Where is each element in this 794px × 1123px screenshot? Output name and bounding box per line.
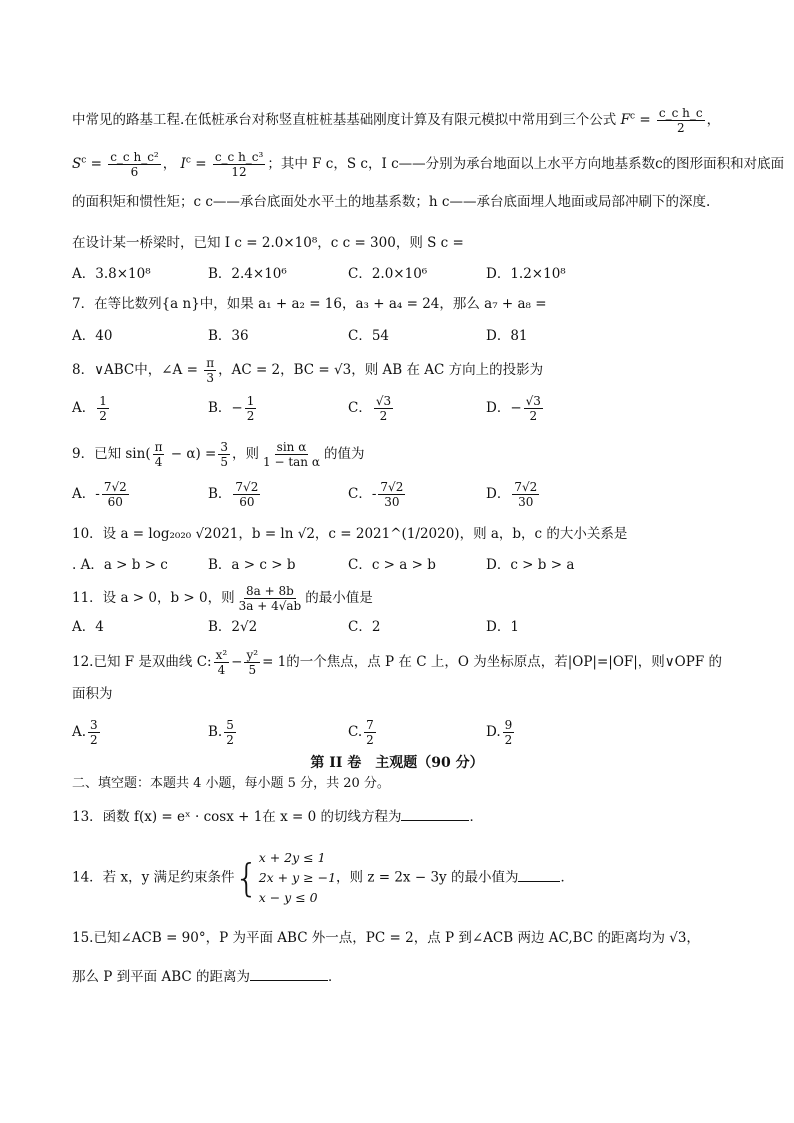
q10-option-c: C．c > a > b xyxy=(348,557,436,573)
intro-line-1: 中常见的路基工程.在低桩承台对称竖直桩桩基基础刚度计算及有限元模拟中常用到三个公式 $F^c$ = $\frac{\text{c\_c h\_c}}{2}$ ， xyxy=(72,106,721,135)
q11-option-c: C．2 xyxy=(348,619,381,635)
q7-option-d: D．81 xyxy=(486,328,528,344)
q9-option-a: A．- $\frac{7√2}{60}$ xyxy=(72,480,127,509)
intro-line-3: 的面积矩和惯性矩；c c——承台底面处水平土的地基系数；h c——承台底面埋人地面或局部冲刷下的深度. xyxy=(72,194,711,210)
q14-stem: 14．若 x，y 满足约束条件{ x + 2y ≤ 1 2x + y ≥ −1 x − y ≤ 0 ，则 z = 2x − 3y 的最小值为 ． xyxy=(72,848,574,908)
q15-line-1: 15.已知∠ACB = 90°，P 为平面 ABC 外一点，PC = 2，点 P 到∠ACB 两边 AC,BC 的距离均为 √3， xyxy=(72,930,700,946)
q10-option-d: D．c > b > a xyxy=(486,557,575,573)
q10-stem: 10．设 a = log₂₀₂₀ √2021，b = ln √2，c = 2021^(1/2020)，则 a，b，c 的大小关系是 xyxy=(72,526,628,542)
q7-option-c: C．54 xyxy=(348,328,390,344)
formula-f-symbol: F xyxy=(620,112,630,128)
q9-option-b: B． $\frac{7√2}{60}$ xyxy=(208,480,259,509)
formula-eq: = xyxy=(639,112,651,128)
q13-answer-blank[interactable] xyxy=(401,806,469,821)
q8-stem: 8．∨ABC中，∠A = $\frac{\pi}{3}$ ，AC = 2，BC = √3，则 AB 在 AC 方向上的投影为 xyxy=(72,356,544,385)
q12-option-a: A. $\frac{3}{2}$ xyxy=(72,718,98,747)
q10-option-a: . A．a > b > c xyxy=(72,557,168,573)
q11-option-d: D．1 xyxy=(486,619,519,635)
formula-i-fraction: $\frac{\text{c\_c h\_c³}}{12}$ xyxy=(214,150,264,179)
intro-line-4: 在设计某一桥梁时，已知 I c = 2.0×10⁸，c c = 300，则 S c = xyxy=(72,235,464,251)
q10-option-b: B．a > c > b xyxy=(208,557,296,573)
q7-option-b: B．36 xyxy=(208,328,249,344)
q9-option-d: D． $\frac{7√2}{30}$ xyxy=(486,480,538,509)
q6-option-c: C．2.0×10⁶ xyxy=(348,266,428,282)
q8-option-a: A． $\frac{1}{2}$ xyxy=(72,394,107,423)
q9-option-c: C．- $\frac{7√2}{30}$ xyxy=(348,480,404,509)
q15-answer-blank[interactable] xyxy=(250,966,328,981)
intro-line-2: $S^c$ = $\frac{\text{c\_c h\_c²}}{6}$ ， $I^c$ = $\frac{\text{c\_c h\_c³}}{12}$ ；其中 F c，S c，I c——分别为承台地面以上水平方向地基系数c的图形面积和对底面 xyxy=(72,150,785,179)
formula-i-symbol: I xyxy=(180,156,186,172)
q11-stem: 11．设 a > 0，b > 0，则 $\frac{8a + 8b}{3a + 4√ab}$ 的最小值是 xyxy=(72,584,373,613)
formula-f-sup: c xyxy=(629,111,636,122)
intro-text-1: 中常见的路基工程.在低桩承台对称竖直桩桩基基础刚度计算及有限元模拟中常用到三个公式 xyxy=(72,112,617,128)
q11-option-b: B．2√2 xyxy=(208,619,258,635)
formula-s-symbol: S xyxy=(72,156,82,172)
q8-option-c: C． $\frac{√3}{2}$ xyxy=(348,394,392,423)
q8-option-d: D．− $\frac{√3}{2}$ xyxy=(486,394,541,423)
q6-option-d: D．1.2×10⁸ xyxy=(486,266,566,282)
q12-option-b: B. $\frac{5}{2}$ xyxy=(208,718,234,747)
formula-f-fraction: $\frac{\text{c\_c h\_c}}{2}$ xyxy=(658,106,703,135)
q9-stem: 9．已知 sin( $\frac{\pi}{4}$ − α) = $\frac{3}{5}$ ，则 $\frac{\text{sin α}}{\text{1 − tan α}}$ 的值为 xyxy=(72,440,365,469)
intro-text-2: ；其中 F c，S c，I c——分别为承台地面以上水平方向地基系数c的图形面积和对底面 xyxy=(267,156,785,172)
q13-stem: 13．函数 f(x) = eˣ · cosx + 1在 x = 0 的切线方程为 ． xyxy=(72,806,483,827)
q8-angle-fraction: $\frac{\pi}{3}$ xyxy=(206,356,215,385)
q6-option-a: A．3.8×10⁸ xyxy=(72,266,151,282)
q7-option-a: A．40 xyxy=(72,328,113,344)
q14-answer-blank[interactable] xyxy=(518,867,560,882)
q7-stem: 7．在等比数列{a n}中，如果 a₁ + a₂ = 16，a₃ + a₄ = 24，那么 a₇ + a₈ = xyxy=(72,296,547,312)
constraint-system: x + 2y ≤ 1 2x + y ≥ −1 x − y ≤ 0 xyxy=(258,850,337,905)
q15-line-2: 那么 P 到平面 ABC 的距离为 ． xyxy=(72,966,342,987)
q8-option-b: B．− $\frac{1}{2}$ xyxy=(208,394,255,423)
left-brace-icon: { xyxy=(234,856,259,900)
formula-s-fraction: $\frac{\text{c\_c h\_c²}}{6}$ xyxy=(110,150,159,179)
q11-option-a: A．4 xyxy=(72,619,104,635)
q12-line-2: 面积为 xyxy=(72,686,113,702)
fill-in-heading: 二、填空题：本题共 4 小题，每小题 5 分，共 20 分。 xyxy=(72,776,390,791)
q6-option-b: B．2.4×10⁶ xyxy=(208,266,287,282)
section-title: 第 II 卷 主观题（90 分） xyxy=(310,755,484,771)
q12-option-d: D. $\frac{9}{2}$ xyxy=(486,718,513,747)
q12-option-c: C. $\frac{7}{2}$ xyxy=(348,718,374,747)
q12-stem: 12.已知 F 是双曲线 C: $\frac{\text{x²}}{4}$ − $\frac{\text{y²}}{5}$ = 1的一个焦点，点 P 在 C 上，O 为坐标原点，若|OP|=|OF|，则∨OPF 的 xyxy=(72,648,722,677)
